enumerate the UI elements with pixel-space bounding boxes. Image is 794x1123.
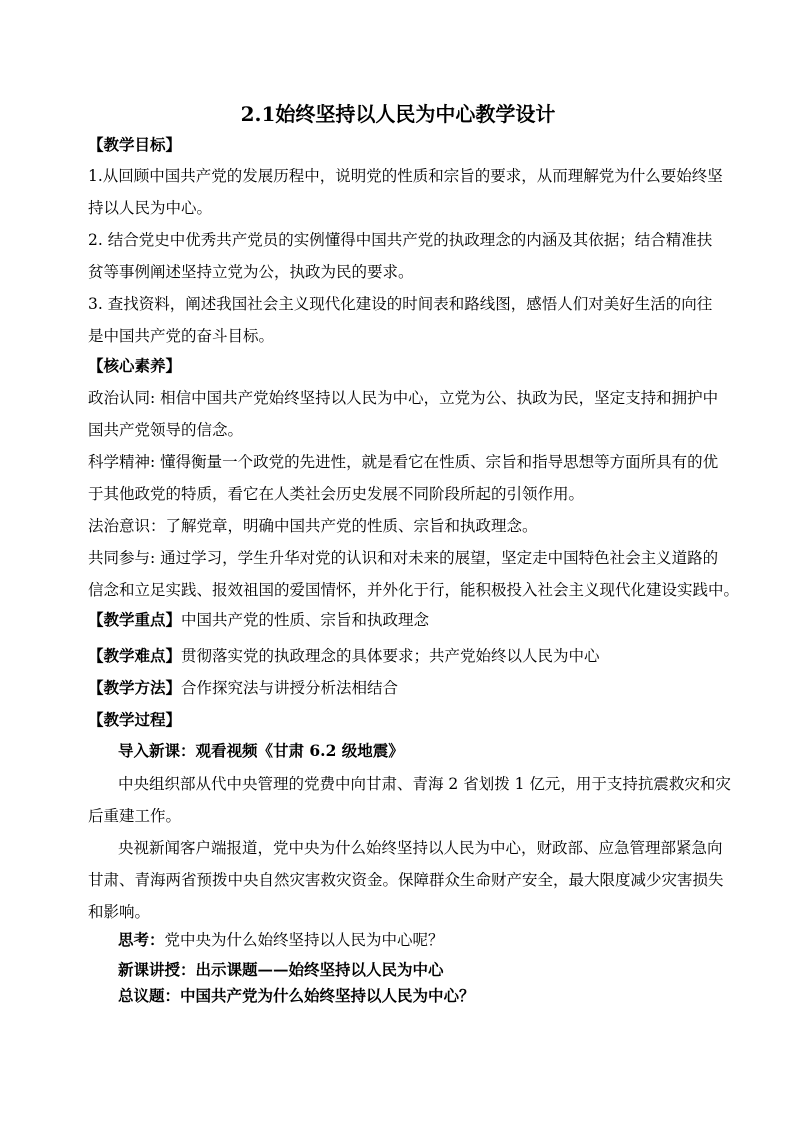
think-label: 思考：	[118, 930, 165, 949]
key-point-row	[88, 610, 429, 630]
process-heading: 【教学过程】	[88, 710, 182, 729]
goal-line: 是中国共产党的奋斗目标。	[88, 327, 275, 345]
literacy-line: 共同参与: 通过学习，学生升华对党的认识和对未来的展望，坚定走中国特色社会主义道路的	[88, 549, 719, 567]
difficulty-label: 【教学难点】	[88, 646, 182, 665]
goal-line: 持以人民为中心。	[88, 199, 213, 217]
method-label: 【教学方法】	[88, 678, 182, 697]
literacy-line: 科学精神: 懂得衡量一个政党的先进性，就是看它在性质、宗旨和指导思想等方面所具有的优	[88, 453, 719, 471]
para2-line: 甘肃、青海两省预拨中央自然灾害救灾资金。保障群众生命财产安全，最大限度减少灾害损失	[88, 871, 724, 889]
literacy-heading: 【核心素养】	[88, 356, 182, 375]
think-row	[118, 930, 444, 950]
para2-line: 和影响。	[88, 903, 151, 921]
key-point-label: 【教学重点】	[88, 610, 182, 629]
think-text: 党中央为什么始终坚持以人民为中心呢？	[164, 931, 444, 949]
para2-line: 央视新闻客户端报道，党中央为什么始终坚持以人民为中心，财政部、应急管理部紧急向	[118, 839, 723, 857]
general-topic-line: 总议题：中国共产党为什么始终坚持以人民为中心？	[118, 986, 475, 1005]
new-lesson-line: 新课讲授：出示课题——始终坚持以人民为中心	[118, 960, 444, 979]
literacy-line: 国共产党领导的信念。	[88, 421, 244, 439]
literacy-line: 于其他政党的特质，看它在人类社会历史发展不同阶段所起的引领作用。	[88, 485, 585, 503]
goals-heading: 【教学目标】	[88, 135, 182, 154]
intro-line: 导入新课：观看视频《甘肃 6.2 级地震》	[118, 741, 404, 760]
literacy-line: 信念和立足实践、报效祖国的爱国情怀，并外化于行，能积极投入社会主义现代化建设实践中。	[88, 581, 740, 599]
page-title: 2.1始终坚持以人民为中心教学设计	[240, 102, 556, 126]
method-text: 合作探究法与讲授分析法相结合	[181, 679, 399, 697]
goal-line: 3. 查找资料，阐述我国社会主义现代化建设的时间表和路线图，感悟人们对美好生活的向往	[88, 295, 713, 313]
para1-line: 后重建工作。	[88, 807, 182, 825]
method-row	[88, 678, 398, 698]
literacy-line: 法治意识：了解党章，明确中国共产党的性质、宗旨和执政理念。	[88, 517, 538, 535]
literacy-line: 政治认同: 相信中国共产党始终坚持以人民为中心，立党为公、执政为民，坚定支持和拥护中	[88, 389, 719, 407]
goal-line: 1.从回顾中国共产党的发展历程中，说明党的性质和宗旨的要求，从而理解党为什么要始终坚	[88, 167, 723, 185]
difficulty-text: 贯彻落实党的执政理念的具体要求；共产党始终以人民为中心	[181, 647, 600, 665]
key-point-text: 中国共产党的性质、宗旨和执政理念	[181, 611, 430, 629]
goal-line: 2. 结合党史中优秀共产党员的实例懂得中国共产党的执政理念的内涵及其依据；结合精准扶	[88, 231, 713, 249]
goal-line: 贫等事例阐述坚持立党为公，执政为民的要求。	[88, 263, 414, 281]
difficulty-row	[88, 646, 600, 666]
para1-line: 中央组织部从代中央管理的党费中向甘肃、青海 2 省划拨 1 亿元，用于支持抗震救灾和灾	[118, 775, 731, 793]
